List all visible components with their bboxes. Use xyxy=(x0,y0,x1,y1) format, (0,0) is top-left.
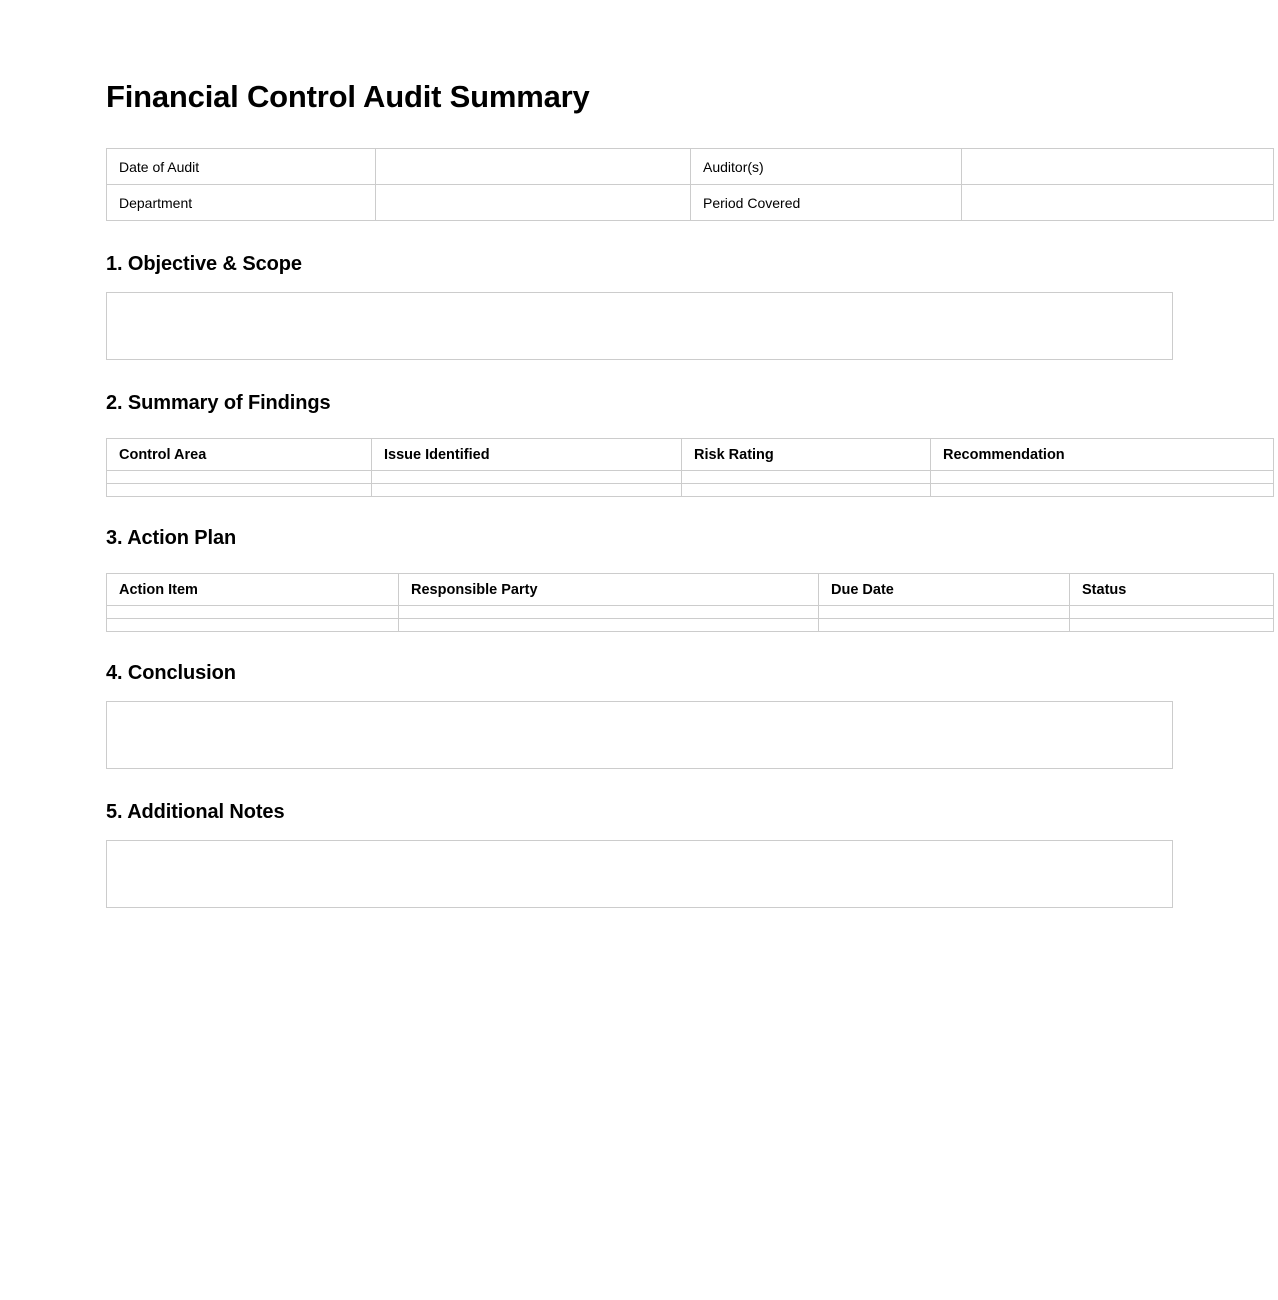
spacer xyxy=(106,360,1172,392)
column-header-issue-identified: Issue Identified xyxy=(372,439,682,471)
meta-label-period-covered: Period Covered xyxy=(691,185,962,221)
table-row xyxy=(107,606,1274,619)
column-header-recommendation: Recommendation xyxy=(931,439,1274,471)
cell-recommendation[interactable] xyxy=(931,484,1274,497)
page-title: Financial Control Audit Summary xyxy=(106,79,590,114)
column-header-responsible-party: Responsible Party xyxy=(399,574,819,606)
audit-meta-table xyxy=(106,148,1274,221)
cell-risk-rating[interactable] xyxy=(682,484,931,497)
cell-issue-identified[interactable] xyxy=(372,484,682,497)
cell-responsible-party[interactable] xyxy=(399,619,819,632)
meta-value-auditors[interactable] xyxy=(962,149,1274,185)
cell-status[interactable] xyxy=(1070,606,1274,619)
cell-risk-rating[interactable] xyxy=(682,471,931,484)
table-row xyxy=(107,471,1274,484)
meta-value-period-covered[interactable] xyxy=(962,185,1274,221)
cell-action-item[interactable] xyxy=(107,606,399,619)
table-row xyxy=(107,484,1274,497)
table-header-row xyxy=(107,439,1274,471)
meta-label-date-of-audit: Date of Audit xyxy=(107,149,376,185)
cell-due-date[interactable] xyxy=(819,619,1070,632)
column-header-action-item: Action Item xyxy=(107,574,399,606)
section-heading-action-plan: 3. Action Plan xyxy=(106,527,237,550)
meta-label-department: Department xyxy=(107,185,376,221)
table-row xyxy=(107,185,1274,221)
column-header-status: Status xyxy=(1070,574,1274,606)
column-header-risk-rating: Risk Rating xyxy=(682,439,931,471)
additional-notes-textbox[interactable] xyxy=(106,840,1173,908)
action-plan-table xyxy=(106,573,1274,632)
spacer xyxy=(106,497,1172,527)
column-header-due-date: Due Date xyxy=(819,574,1070,606)
cell-action-item[interactable] xyxy=(107,619,399,632)
spacer xyxy=(106,769,1172,801)
spacer xyxy=(106,221,1172,253)
table-header-row xyxy=(107,574,1274,606)
cell-recommendation[interactable] xyxy=(931,471,1274,484)
spacer xyxy=(106,632,1172,662)
summary-of-findings-table xyxy=(106,438,1274,497)
cell-issue-identified[interactable] xyxy=(372,471,682,484)
cell-due-date[interactable] xyxy=(819,606,1070,619)
section-heading-objective-scope: 1. Objective & Scope xyxy=(106,253,302,276)
conclusion-textbox[interactable] xyxy=(106,701,1173,769)
objective-scope-textbox[interactable] xyxy=(106,292,1173,360)
meta-value-date-of-audit[interactable] xyxy=(376,149,691,185)
section-heading-conclusion: 4. Conclusion xyxy=(106,662,236,685)
cell-control-area[interactable] xyxy=(107,484,372,497)
cell-status[interactable] xyxy=(1070,619,1274,632)
section-heading-additional-notes: 5. Additional Notes xyxy=(106,801,285,824)
table-row xyxy=(107,619,1274,632)
meta-value-department[interactable] xyxy=(376,185,691,221)
meta-label-auditors: Auditor(s) xyxy=(691,149,962,185)
cell-responsible-party[interactable] xyxy=(399,606,819,619)
column-header-control-area: Control Area xyxy=(107,439,372,471)
cell-control-area[interactable] xyxy=(107,471,372,484)
section-heading-summary-of-findings: 2. Summary of Findings xyxy=(106,392,331,415)
table-row xyxy=(107,149,1274,185)
